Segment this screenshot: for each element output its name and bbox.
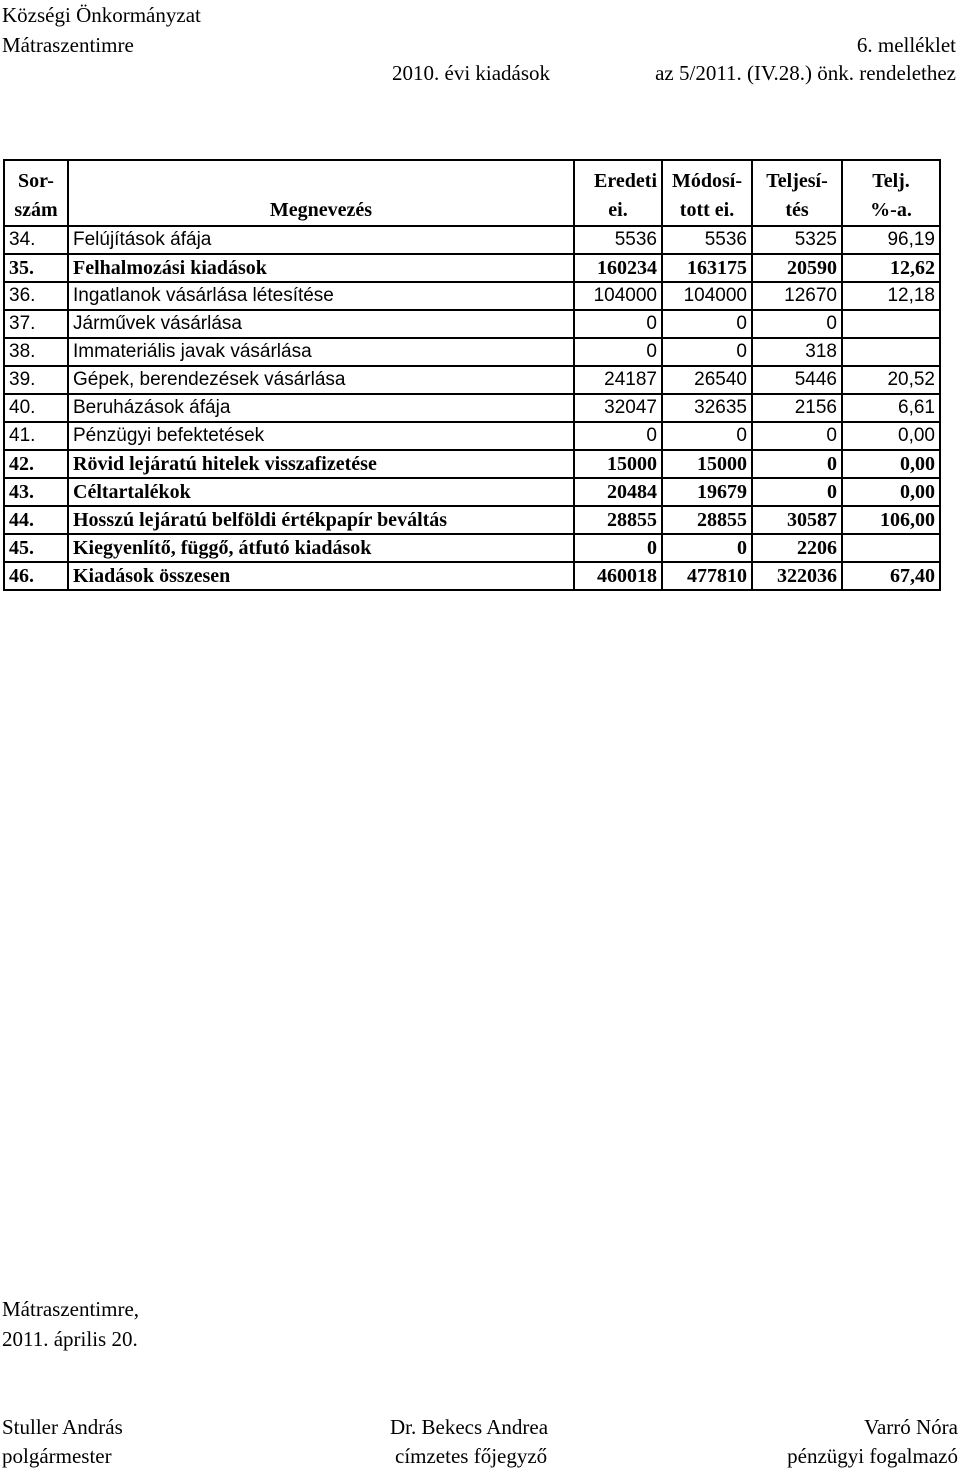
col-header-original-line1: Eredeti [594,170,657,192]
row-performance: 2156 [752,394,842,422]
signatory-mayor-title: polgármester [2,1444,112,1468]
row-modified-estimate: 15000 [662,450,752,478]
col-header-modified-line1: Módosí- [672,170,742,192]
row-name: Pénzügyi befektetések [68,422,574,450]
col-header-original-line2: ei. [608,199,628,221]
row-number: 37. [4,310,68,338]
row-performance-percent: 0,00 [842,450,940,478]
table-header-row [4,160,940,226]
expenses-table [3,159,941,591]
signatory-notary-title: címzetes főjegyző [395,1444,548,1468]
row-original-estimate: 0 [574,422,662,450]
col-header-number-line2: szám [14,199,58,221]
footer-date: 2011. április 20. [2,1327,138,1351]
row-performance: 0 [752,422,842,450]
row-performance-percent: 20,52 [842,366,940,394]
row-modified-estimate: 5536 [662,226,752,254]
row-number: 45. [4,534,68,562]
col-header-original [574,160,662,226]
row-name: Kiadások összesen [68,562,574,590]
col-header-performance-line1: Teljesí- [766,170,828,192]
row-modified-estimate: 477810 [662,562,752,590]
col-header-number [4,160,68,226]
row-performance: 5446 [752,366,842,394]
row-original-estimate: 0 [574,534,662,562]
table-row [4,478,940,506]
col-header-number-line1: Sor- [18,170,54,192]
row-performance: 322036 [752,562,842,590]
col-header-name-text: Megnevezés [269,199,373,221]
row-original-estimate: 0 [574,338,662,366]
org-name: Községi Önkormányzat [2,3,201,27]
table-row [4,254,940,282]
row-original-estimate: 104000 [574,282,662,310]
row-performance: 0 [752,450,842,478]
table-row [4,394,940,422]
row-performance-percent [842,534,940,562]
row-performance-percent [842,310,940,338]
col-header-performance [752,160,842,226]
table-row [4,282,940,310]
row-modified-estimate: 0 [662,310,752,338]
table-row [4,366,940,394]
row-modified-estimate: 163175 [662,254,752,282]
row-modified-estimate: 0 [662,422,752,450]
row-performance: 0 [752,478,842,506]
col-header-modified [662,160,752,226]
signatory-notary-name: Dr. Bekecs Andrea [390,1415,549,1439]
row-modified-estimate: 19679 [662,478,752,506]
row-original-estimate: 32047 [574,394,662,422]
row-original-estimate: 160234 [574,254,662,282]
row-number: 43. [4,478,68,506]
row-performance-percent [842,338,940,366]
row-number: 39. [4,366,68,394]
row-performance-percent: 12,18 [842,282,940,310]
row-name: Beruházások áfája [68,394,574,422]
footer-place: Mátraszentimre, [2,1297,140,1321]
row-modified-estimate: 26540 [662,366,752,394]
row-performance-percent: 106,00 [842,506,940,534]
row-name: Járművek vásárlása [68,310,574,338]
row-name: Immateriális javak vásárlása [68,338,574,366]
table-row [4,562,940,590]
row-number: 40. [4,394,68,422]
row-performance-percent: 96,19 [842,226,940,254]
row-original-estimate: 15000 [574,450,662,478]
row-modified-estimate: 0 [662,338,752,366]
row-name: Felújítások áfája [68,226,574,254]
row-number: 38. [4,338,68,366]
row-name: Rövid lejáratú hitelek visszafizetése [68,450,574,478]
row-performance-percent: 0,00 [842,478,940,506]
row-name: Hosszú lejáratú belföldi értékpapír beváltás [68,506,574,534]
row-performance: 30587 [752,506,842,534]
row-performance-percent: 0,00 [842,422,940,450]
row-original-estimate: 20484 [574,478,662,506]
row-number: 42. [4,450,68,478]
row-name: Ingatlanok vásárlása létesítése [68,282,574,310]
row-performance: 2206 [752,534,842,562]
row-number: 36. [4,282,68,310]
row-performance-percent: 6,61 [842,394,940,422]
row-modified-estimate: 32635 [662,394,752,422]
row-modified-estimate: 28855 [662,506,752,534]
table-row [4,534,940,562]
row-performance: 318 [752,338,842,366]
table-row [4,422,940,450]
row-number: 35. [4,254,68,282]
row-name: Felhalmozási kiadások [68,254,574,282]
col-header-percent-line2: %-a. [870,199,912,221]
col-header-percent-line1: Telj. [872,170,910,192]
col-header-percent [842,160,940,226]
row-performance: 5325 [752,226,842,254]
row-modified-estimate: 0 [662,534,752,562]
row-modified-estimate: 104000 [662,282,752,310]
row-performance: 20590 [752,254,842,282]
row-number: 41. [4,422,68,450]
table-row [4,506,940,534]
row-performance-percent: 12,62 [842,254,940,282]
row-number: 34. [4,226,68,254]
row-original-estimate: 28855 [574,506,662,534]
row-original-estimate: 24187 [574,366,662,394]
signatory-mayor-name: Stuller András [2,1415,123,1439]
row-performance-percent: 67,40 [842,562,940,590]
col-header-modified-line2: tott ei. [679,199,735,221]
table-row [4,338,940,366]
col-header-name [68,160,574,226]
org-town: Mátraszentimre [2,33,134,57]
row-name: Céltartalékok [68,478,574,506]
table-row [4,450,940,478]
row-number: 46. [4,562,68,590]
row-name: Gépek, berendezések vásárlása [68,366,574,394]
table-row [4,310,940,338]
document-subtitle: 2010. évi kiadások [392,61,551,85]
row-name: Kiegyenlítő, függő, átfutó kiadások [68,534,574,562]
row-original-estimate: 460018 [574,562,662,590]
attachment-label: 6. melléklet [856,33,956,57]
row-performance: 12670 [752,282,842,310]
signatory-finance-name: Varró Nóra [864,1415,958,1439]
table-row [4,226,940,254]
signatory-finance-title: pénzügyi fogalmazó [787,1444,958,1468]
row-original-estimate: 0 [574,310,662,338]
decree-reference: az 5/2011. (IV.28.) önk. rendelethez [655,61,956,85]
row-number: 44. [4,506,68,534]
row-performance: 0 [752,310,842,338]
col-header-performance-line2: tés [785,199,809,221]
row-original-estimate: 5536 [574,226,662,254]
